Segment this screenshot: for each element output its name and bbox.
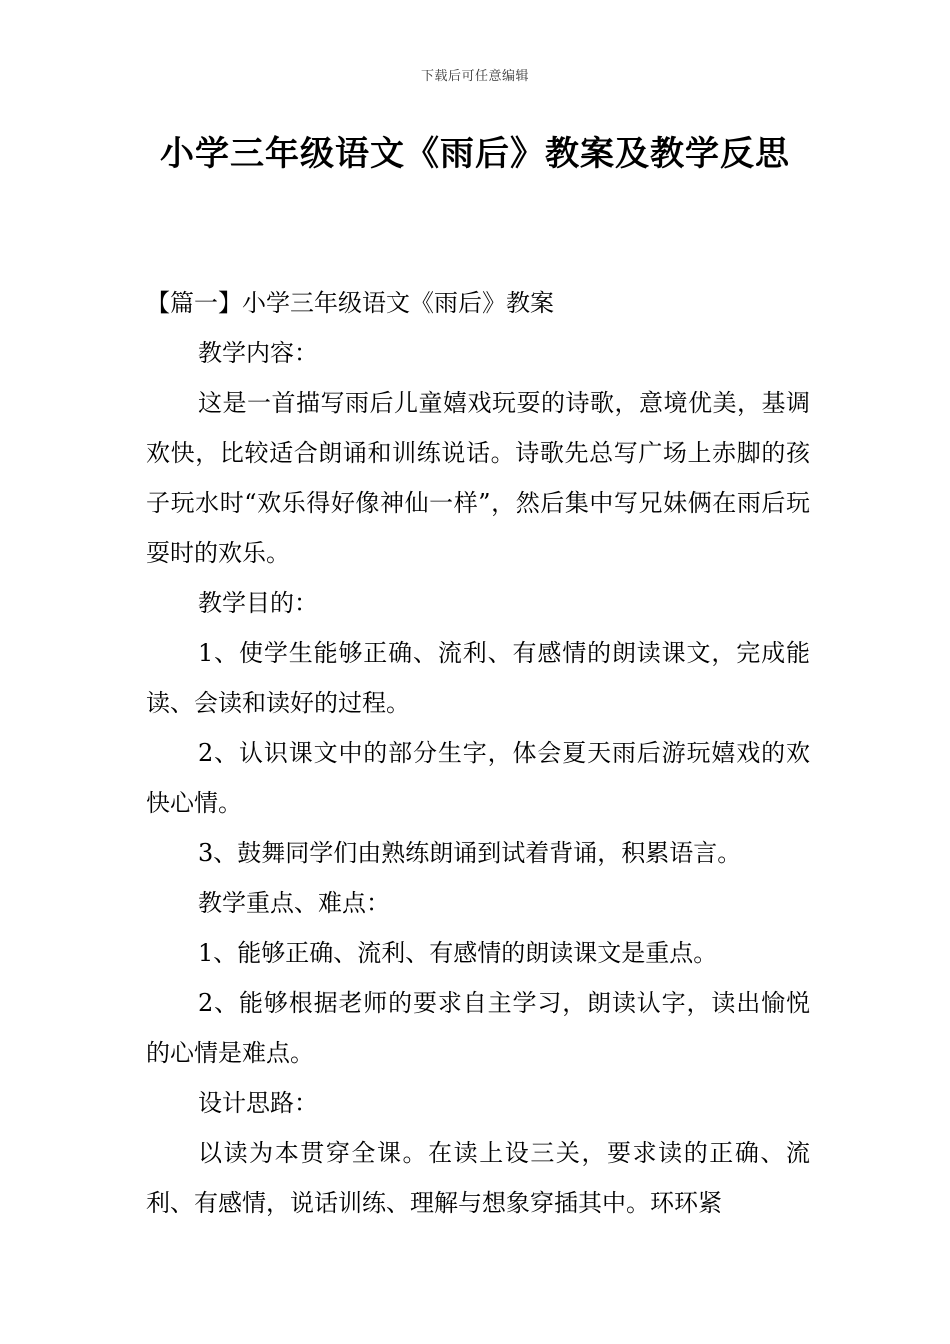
paragraph-key-point-2: 2、能够根据老师的要求自主学习，朗读认字，读出愉悦的心情是难点。 [146,989,810,1067]
paragraph-design: 以读为本贯穿全课。在读上设三关，要求读的正确、流利、有感情，说话训练、理解与想象穿插其中。环环紧 [146,1139,810,1217]
paragraph-teaching-content-label: 教学内容： [198,339,318,367]
paragraph-teaching-content: 这是一首描写雨后儿童嬉戏玩耍的诗歌，意境优美，基调欢快，比较适合朗诵和训练说话。诗歌先总写广场上赤脚的孩子玩水时“欢乐得好像神仙一样”，然后集中写兄妹俩在雨后玩耍时的欢乐。 [146,389,810,567]
paragraph-goal-1: 1、使学生能够正确、流利、有感情的朗读课文，完成能读、会读和读好的过程。 [146,639,810,717]
paragraph-design-label: 设计思路： [198,1089,318,1117]
header-note: 下载后可任意编辑 [420,69,529,84]
document-body [146,278,810,1228]
document-title: 小学三年级语文《雨后》教案及教学反思 [160,134,790,174]
paragraph-key-point-1: 1、能够正确、流利、有感情的朗读课文是重点。 [198,939,718,967]
paragraph-key-points-label: 教学重点、难点： [198,889,390,917]
paragraph-goal-2: 2、认识课文中的部分生字，体会夏天雨后游玩嬉戏的欢快心情。 [146,739,810,817]
section-heading: 【篇一】小学三年级语文《雨后》教案 [146,289,554,317]
paragraph-goal-3: 3、鼓舞同学们由熟练朗诵到试着背诵，积累语言。 [198,839,742,867]
paragraph-teaching-goal-label: 教学目的： [198,589,318,617]
